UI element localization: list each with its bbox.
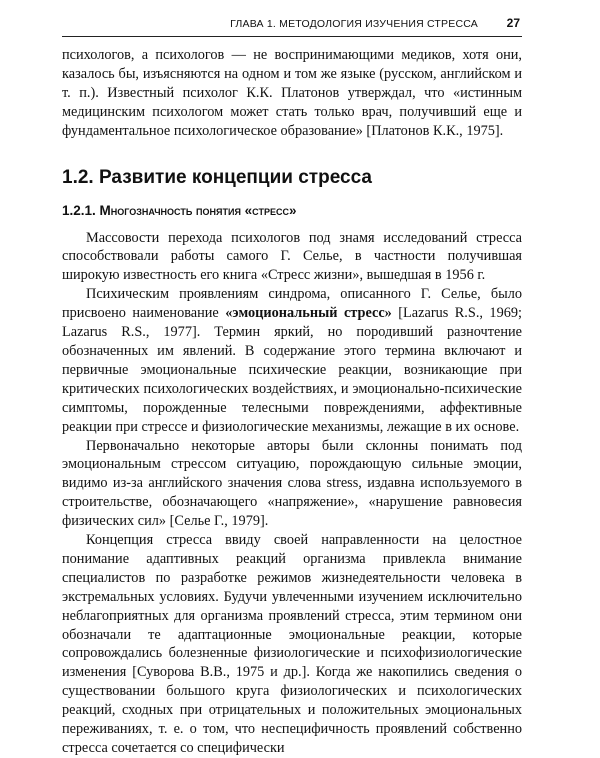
paragraph-2-text-b: [Lazarus R.S., 1969; Lazarus R.S., 1977]. Термин яркий, но породивший разночтение обозначенных им явлений. В содержание этого термина включают и первичные эмоциональные психические реакции, возникающие при критических психологических воздействиях, и эмоционально-психические симптомы, порожденные телесными повреждениями, аффективные реакции при стрессе и физиологические механизмы, лежащие в их основе. (62, 305, 522, 435)
text-column (62, 46, 522, 758)
running-head (62, 12, 522, 37)
paragraph-4: Концепция стресса ввиду своей направленности на целостное понимание адаптивных реакций организма привлекла внимание специалистов по разработке режимов жизнедеятельности человека в экстремальных условиях. Будучи увлеченными изучением исключительно неблагоприятных для организма проявлений стресса, этим термином они обозначали те адаптационные эмоциональные реакции, которые сопровождались болезненные физиологические и психофизиологические изменения [Суворова В.В., 1975 и др.]. Когда же накопились сведения о существовании большого круга физиологических и психологических реакций, сходных при отрицательных и положительных эмоциональных переживаниях, т. е. о том, что неспецифичность проявлений собственно стресса сочетается со специфически (62, 532, 522, 756)
subsection-number: 1.2.1. (62, 202, 96, 218)
running-head-chapter: ГЛАВА 1. МЕТОДОЛОГИЯ ИЗУЧЕНИЯ СТРЕССА (230, 18, 478, 30)
subsection-heading (62, 202, 522, 220)
page-number: 27 (506, 16, 520, 30)
section-title: Развитие концепции стресса (98, 166, 372, 188)
paragraph-1: Массовости перехода психологов под знамя исследований стресса способствовали работы самого Г. Селье, в частности получившая широкую известность его книга «Стресс жизни», вышедшая в 1956 г. (62, 229, 522, 284)
section-number: 1.2. (62, 166, 94, 188)
paragraph-2-term: «эмоциональный стресс» (225, 305, 392, 322)
paragraph-2-text-a: Психическим проявлениям синдрома, описанного Г. Селье, было присвоено наименование (62, 286, 522, 322)
paragraph-3: Первоначально некоторые авторы были склонны понимать под эмоциональным стрессом ситуацию, порождающую сильные эмоции, видимо из-за английского значения слова stress, издавна используемого в строительстве, обозначающего «напряжение», «нарушение равновесия физических сил» [Селье Г., 1979]. (62, 437, 522, 530)
section-heading (62, 166, 522, 190)
continuation-paragraph: психологов, а психологов — не воспринимающими медиков, хотя они, казалось бы, изъясняются на одном и том же языке (русском, английском и т. п.). Известный психолог К.К. Платонов утверждал, что «истинным медицинским психологом может стать только врач, получивший еще и фундаментальное психологическое образование» [Платонов К.К., 1975]. (62, 47, 522, 139)
paragraph-2 (62, 285, 522, 436)
subsection-title: Многозначность понятия «стресс» (99, 202, 297, 218)
